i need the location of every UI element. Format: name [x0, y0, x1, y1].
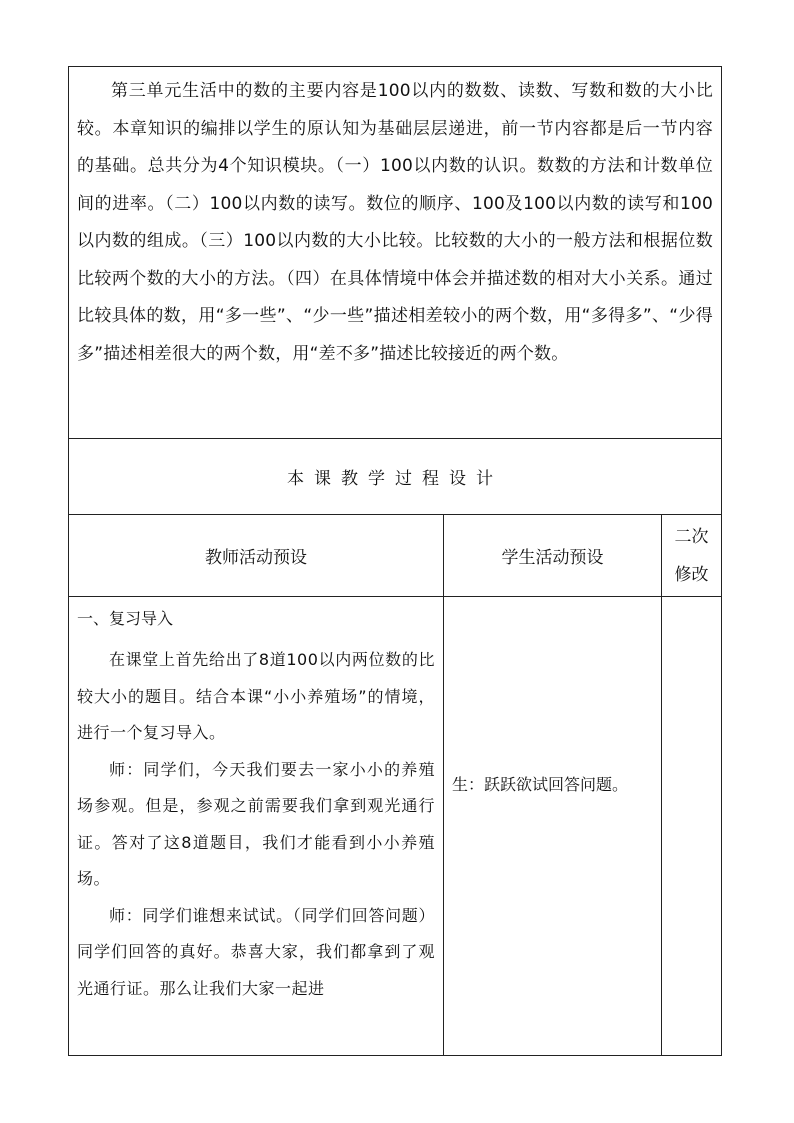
student-reply: 生：跃跃欲试回答问题。 — [452, 775, 629, 794]
revise-column-label-line2: 修改 — [674, 564, 709, 585]
teacher-paragraph: 师：同学们谁想来试试。（同学们回答问题）同学们回答的真好。恭喜大家，我们都拿到了观光通行证。那么让我们大家一起进 — [77, 905, 435, 998]
teacher-paragraph: 师：同学们，今天我们要去一家小小的养殖场参观。但是，参观之前需要我们拿到观光通行证。答对了这8道题目，我们才能看到小小养殖场。 — [77, 759, 435, 888]
teacher-paragraph: 在课堂上首先给出了8道100以内两位数的比较大小的题目。结合本课“小小养殖场”的情境，进行一个复习导入。 — [77, 650, 435, 742]
revise-cell — [662, 597, 721, 1055]
revise-column-header — [662, 515, 721, 597]
teacher-column-label: 教师活动预设 — [205, 548, 307, 568]
revise-column-label-line1: 二次 — [674, 526, 709, 547]
teacher-activity-cell — [69, 597, 444, 1055]
student-column-label: 学生活动预设 — [501, 548, 604, 568]
teacher-column-header — [69, 515, 444, 597]
lesson-plan-table — [68, 66, 722, 1056]
section-title: 一、复习导入 — [77, 609, 174, 628]
unit-summary-text: 第三单元生活中的数的主要内容是100以内的数数、读数、写数和数的大小比较。本章知识的编排以学生的原认知为基础层层递进，前一节内容都是后一节内容的基础。总共分为4个知识模块。（一）100以内数的认识。数数的方法和计数单位间的进率。（二）100以内数的读写。数位的顺序、100及100以内数的读写和100以内数的组成。（三）100以内数的大小比较。比较数的大小的一般方法和根据位数比较两个数的大小的方法。（四）在具体情境中体会并描述数的相对大小关系。通过比较具体的数，用“多一些”、“少一些”描述相差较小的两个数，用“多得多”、“少得多”描述相差很大的两个数，用“差不多”描述比较接近的两个数。 — [77, 81, 713, 364]
design-title: 本课教学过程设计 — [287, 469, 503, 489]
student-column-header — [444, 515, 662, 597]
student-activity-cell — [444, 597, 662, 1055]
unit-summary-cell — [69, 67, 721, 439]
design-header-cell — [69, 439, 721, 515]
